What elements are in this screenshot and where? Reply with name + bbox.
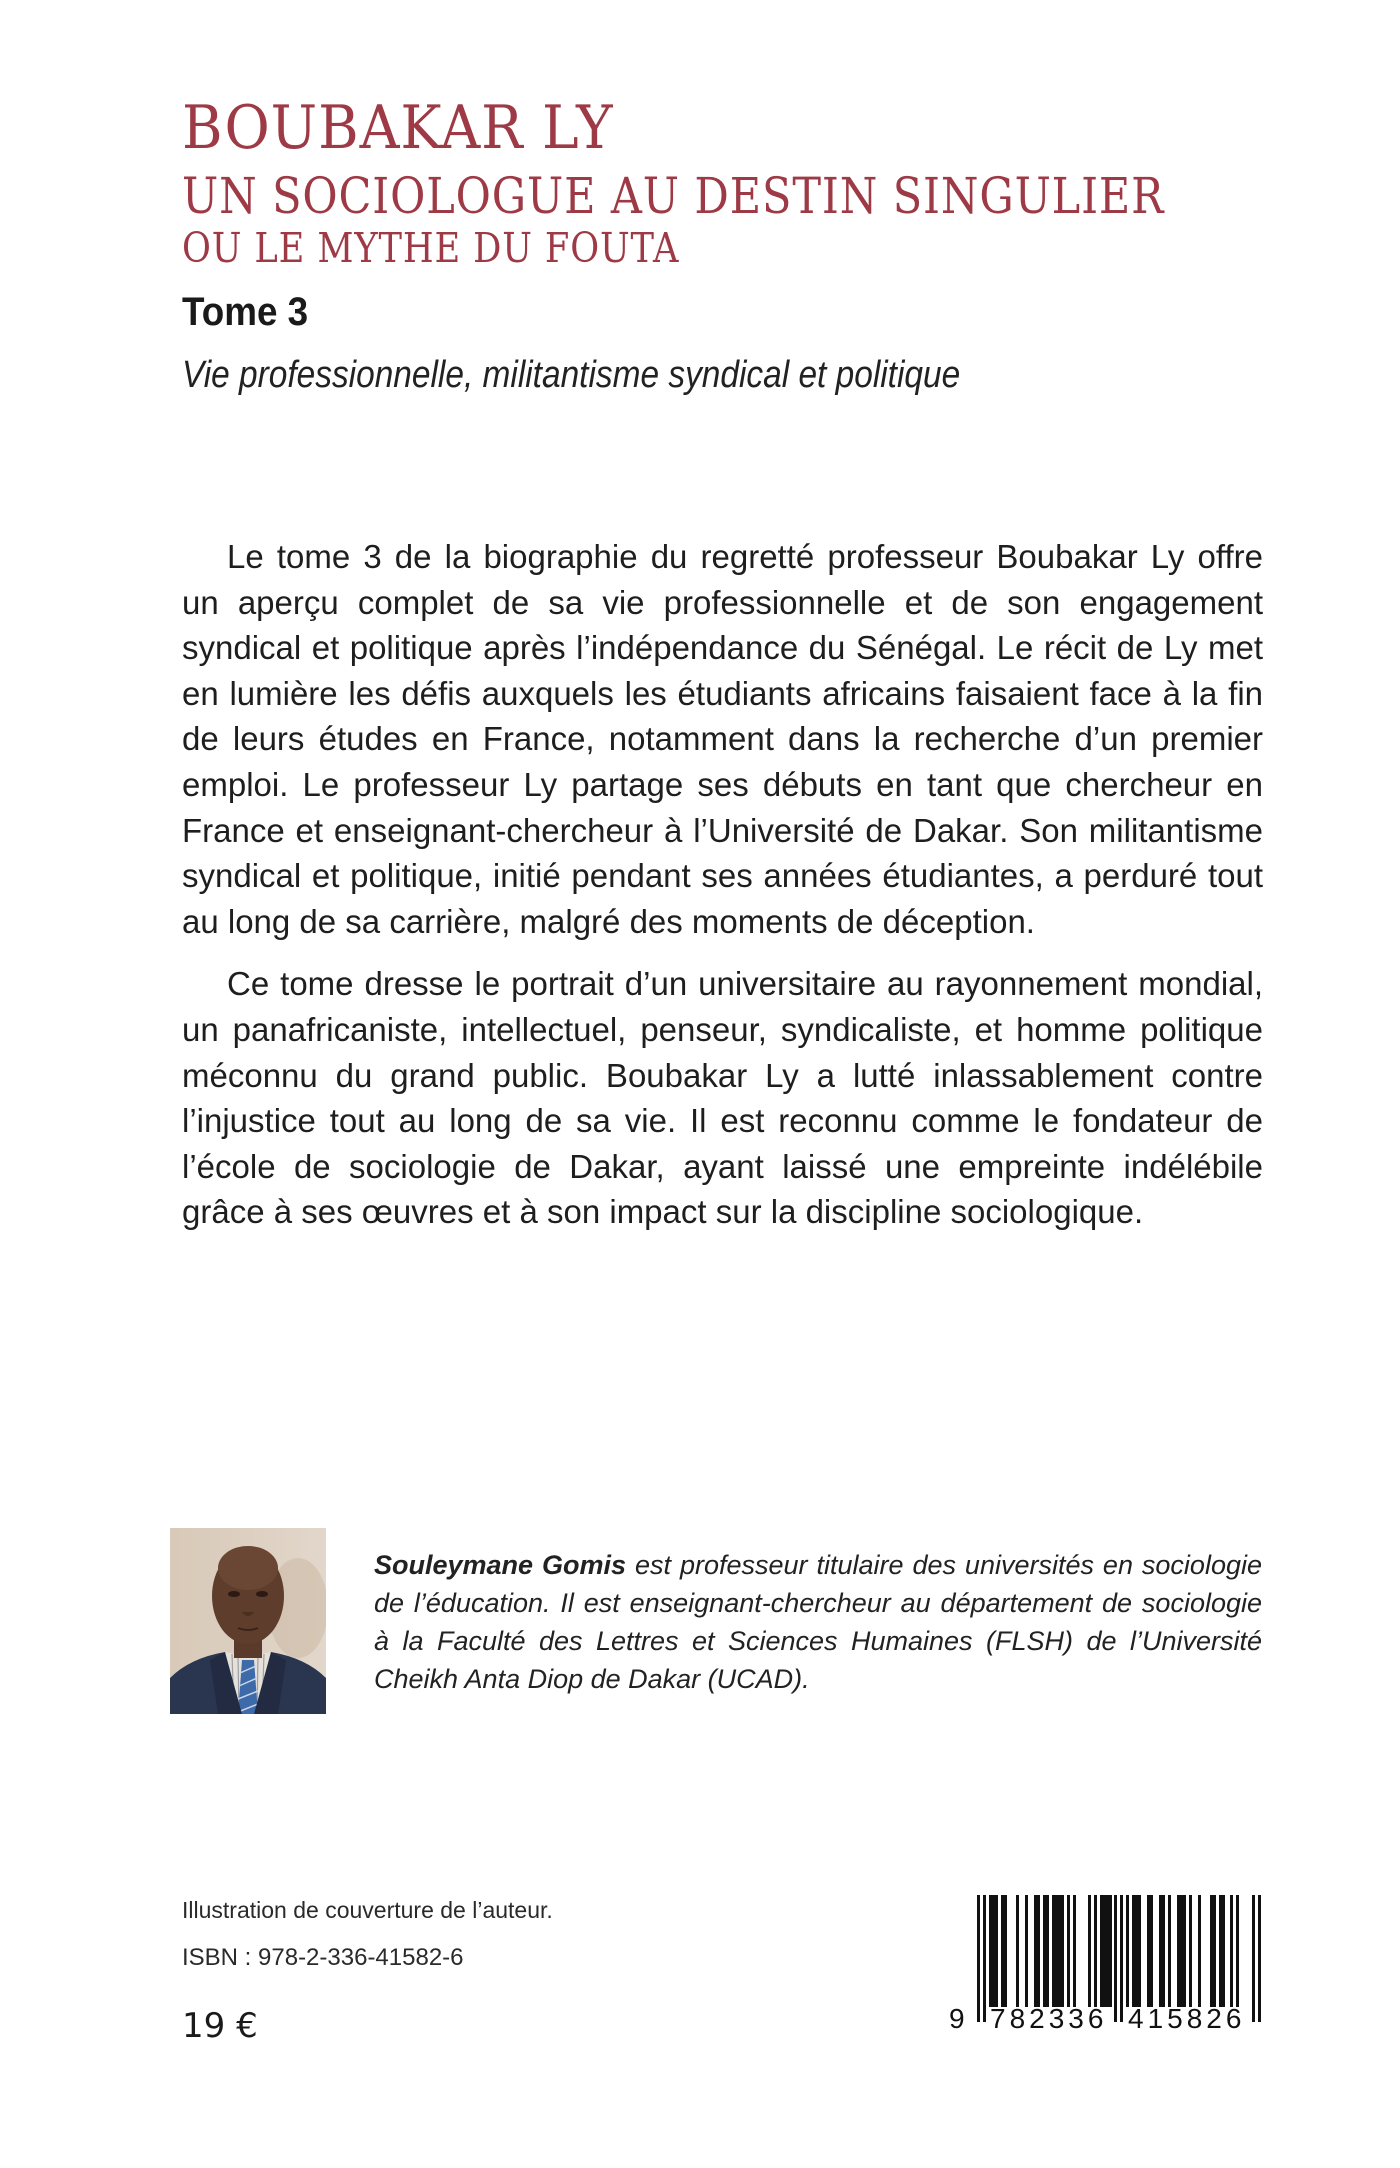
blurb-paragraph: Ce tome dresse le portrait d’un universitaire au rayonnement mondial, un panafricaniste, intellectuel, penseur, syndicaliste, et homme politique méconnu du grand public. Boubakar Ly a lutté inlassablement contre l’injustice tout au long de sa vie. Il est reconnu comme le fondateur de l’école de sociologie de Dakar, ayant laissé une empreinte indélébile grâce à ses œuvres et à son impact sur la discipline sociologique. — [182, 965, 1263, 1231]
cover-illustration-credit: Illustration de couverture de l’auteur. — [182, 1897, 553, 1923]
price: 19 € — [182, 2006, 258, 2046]
author-portrait-icon — [170, 1528, 326, 1714]
barcode-right-digits: 415826 — [1128, 2003, 1246, 2034]
author-bio-text: est professeur titulaire des universités en sociologie de l’éducation. Il est enseignant-chercheur au département de sociologie à la Faculté des Lettres et Sciences Humaines (FLSH) de l’Université Cheikh Anta Diop de Dakar (UCAD). — [374, 1550, 1262, 1694]
book-title: UN SOCIOLOGUE AU DESTIN SINGULIER — [182, 167, 1165, 225]
volume-subtitle: Vie professionnelle, militantisme syndical et politique — [182, 354, 961, 396]
author-bio — [374, 1546, 1262, 1698]
author-photo — [170, 1528, 326, 1714]
back-cover-blurb — [182, 534, 1263, 1252]
book-subtitle: OU LE MYTHE DU FOUTA — [182, 224, 680, 272]
volume-label: Tome 3 — [182, 290, 309, 334]
blurb-paragraph: Le tome 3 de la biographie du regretté professeur Boubakar Ly offre un aperçu complet de sa vie professionnelle et de son engagement syndical et politique après l’indépendance du Sénégal. Le récit de Ly met en lumière les défis auxquels les étudiants africains faisaient face à la fin de leurs études en France, notamment dans la recherche d’un premier emploi. Le professeur Ly partage ses débuts en tant que chercheur en France et enseignant-chercheur à l’Université de Dakar. Son militantisme syndical et politique, initié pendant ses années étudiantes, a perduré tout au long de sa carrière, malgré des moments de déception. — [182, 538, 1263, 940]
isbn-barcode — [940, 1890, 1270, 2040]
isbn: ISBN : 978-2-336-41582-6 — [182, 1944, 464, 1971]
barcode-left-digits: 782336 — [990, 2003, 1108, 2034]
author-name: Souleymane Gomis — [374, 1550, 627, 1580]
book-author-title: BOUBAKAR LY — [182, 93, 614, 163]
barcode-first-digit: 9 — [949, 2003, 965, 2034]
